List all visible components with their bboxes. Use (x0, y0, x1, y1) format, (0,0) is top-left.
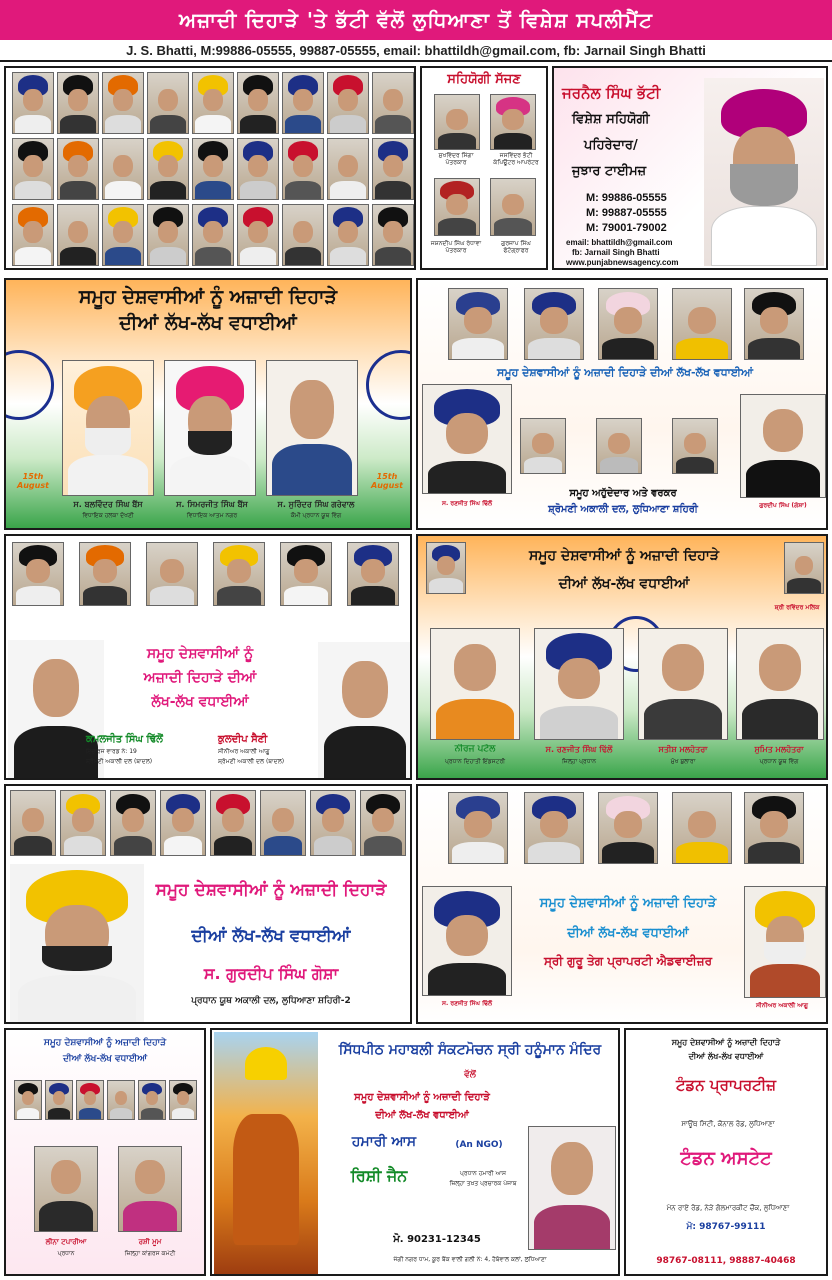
ad5-heading-2: ਦੀਆਂ ਲੱਖ-ਲੱਖ ਵਧਾਈਆਂ (191, 926, 351, 946)
ad7-top-portrait (107, 1080, 135, 1120)
grid-portrait (282, 72, 324, 134)
grid-portrait (102, 204, 144, 266)
ad2-photo-6 (520, 418, 566, 474)
sahyogi-photo-3 (434, 178, 480, 236)
grid-portrait (147, 138, 189, 200)
ad1-badge-left: 15th August (17, 472, 49, 490)
ad8-org-tag: (An NGO) (455, 1140, 503, 1150)
ad6-heading-1: ਸਮੂਹ ਦੇਸ਼ਵਾਸੀਆਂ ਨੂੰ ਅਜ਼ਾਦੀ ਦਿਹਾੜੇ (539, 896, 717, 911)
ad2-photo-2 (524, 288, 584, 360)
ad7-heading-1: ਸਮੂਹ ਦੇਸ਼ਵਾਸੀਆਂ ਨੂੰ ਅਜ਼ਾਦੀ ਦਿਹਾੜੇ (43, 1038, 167, 1048)
ad4-name-4: ਸੁਮਿਤ ਮਲਹੋਤਰਾ (754, 745, 804, 754)
ad-tandon-properties (624, 1028, 828, 1276)
ad7-top-portrait (45, 1080, 73, 1120)
ad6-left-caption: ਸ. ਰਣਜੀਤ ਸਿੰਘ ਢਿੱਲੋਂ (441, 1000, 493, 1007)
ad9-address-1: ਸਾਊਥ ਸਿਟੀ, ਕੈਨਾਲ ਰੋਡ, ਲੁਧਿਆਣਾ (681, 1120, 775, 1128)
profile-line3: ਜੁਝਾਰ ਟਾਈਮਜ਼ (572, 164, 647, 179)
ad4-heading-2: ਦੀਆਂ ਲੱਖ-ਲੱਖ ਵਧਾਈਆਂ (558, 576, 690, 592)
ad7-person2-name: ਰਸ਼ੀ ਮੂਮ (138, 1238, 162, 1246)
ad-neeraj-patel (416, 534, 828, 780)
ad3-heading-3: ਲੱਖ-ਲੱਖ ਵਧਾਈਆਂ (151, 694, 249, 710)
ad4-role-3: ਮੁੱਖ ਬੁਲਾਰਾ (670, 758, 696, 765)
ad3-person2-name: ਕੁਲਦੀਪ ਸੈਣੀ (218, 734, 268, 745)
ad1-photo-3 (266, 360, 358, 496)
grid-portrait (192, 72, 234, 134)
profile-fb: fb: Jarnail Singh Bhatti (572, 248, 660, 257)
ad8-heading-2: ਦੀਆਂ ਲੱਖ-ਲੱਖ ਵਧਾਈਆਂ (375, 1110, 469, 1121)
ad9-heading-2: ਦੀਆਂ ਲੱਖ-ਲੱਖ ਵਧਾਈਆਂ (688, 1052, 764, 1061)
ad3-photo-right (318, 642, 412, 778)
ad4-heading-1: ਸਮੂਹ ਦੇਸ਼ਵਾਸੀਆਂ ਨੂੰ ਅਜ਼ਾਦੀ ਦਿਹਾੜੇ (528, 548, 720, 564)
ad2-heading: ਸਮੂਹ ਦੇਸ਼ਵਾਸੀਆਂ ਨੂੰ ਅਜ਼ਾਦੀ ਦਿਹਾੜੇ ਦੀਆਂ ਲੱਖ-ਲੱਖ ਵਧਾਈਆਂ (497, 366, 753, 379)
grid-portrait (12, 72, 54, 134)
ad5-top-portrait (210, 790, 256, 856)
ad-congress-women (4, 1028, 206, 1276)
ad4-photo-1 (430, 628, 520, 740)
ad3-top-portrait (79, 542, 131, 606)
ad7-person1-role: ਪ੍ਰਧਾਨ (57, 1250, 75, 1257)
ad1-role-1: ਵਿਧਾਇਕ ਹਲਕਾ ਦੱਖਣੀ (82, 512, 134, 519)
sahyogi-heading: ਸਹਿਯੋਗੀ ਸੱਜਣ (447, 72, 521, 87)
ad6-business: ਸ੍ਰੀ ਗੁਰੂ ਤੇਗ ਪ੍ਰਾਪਰਟੀ ਐਡਵਾਈਜ਼ਰ (543, 954, 713, 968)
ad1-photo-2 (164, 360, 256, 496)
ad8-heading-1: ਸਮੂਹ ਦੇਸ਼ਵਾਸੀਆਂ ਨੂੰ ਅਜ਼ਾਦੀ ਦਿਹਾੜੇ (354, 1092, 490, 1103)
ad1-name-1: ਸ. ਬਲਵਿੰਦਰ ਸਿੰਘ ਬੈਂਸ (73, 500, 143, 509)
ad5-heading-1: ਸਮੂਹ ਦੇਸ਼ਵਾਸੀਆਂ ਨੂੰ ਅਜ਼ਾਦੀ ਦਿਹਾੜੇ (155, 880, 387, 900)
ad-akali-urban (416, 278, 828, 530)
ad4-name-3: ਸਤੀਸ਼ ਮਲਹੋਤਰਾ (658, 745, 708, 754)
ad7-heading-2: ਦੀਆਂ ਲੱਖ-ਲੱਖ ਵਧਾਈਆਂ (62, 1054, 148, 1064)
grid-portrait (57, 138, 99, 200)
ad6-photo-left (422, 886, 512, 996)
ad3-top-portrait (146, 542, 198, 606)
ad9-phone-2: 98767-08111, 98887-40468 (656, 1256, 796, 1266)
sahyogi-panel (420, 66, 548, 270)
ad4-photo-3 (638, 628, 728, 740)
ad2-photo-4 (672, 288, 732, 360)
ad9-business-1: ਟੰਡਨ ਪ੍ਰਾਪਰਟੀਜ਼ (675, 1076, 777, 1094)
ad7-top-portrait (169, 1080, 197, 1120)
ad4-name-2: ਸ. ਰਣਜੀਤ ਸਿੰਘ ਢਿੱਲੋਂ (545, 745, 613, 754)
ad7-top-portrait (138, 1080, 166, 1120)
profile-line1: ਵਿਸ਼ੇਸ਼ ਸਹਿਯੋਗੀ (572, 112, 650, 127)
ad8-phone: ਮੋ. 90231-12345 (393, 1234, 481, 1245)
ad5-top-portrait (10, 790, 56, 856)
ad8-org: ਹਮਾਰੀ ਆਸ (351, 1134, 417, 1150)
ad-gosha (4, 784, 412, 1024)
ad4-role-1: ਪ੍ਰਧਾਨ ਦਿਹਾਤੀ ਇੰਡਸਟਰੀ (444, 758, 506, 765)
contact-text: J. S. Bhatti, M:99886-05555, 99887-05555, email: bhattildh@gmail.com, fb: Jarnail Singh Bhatti (126, 42, 706, 58)
sahyogi-role-3: ਪੱਤਰਕਾਰ (445, 247, 467, 254)
ad7-top-portrait (14, 1080, 42, 1120)
grid-portrait (327, 138, 369, 200)
grid-portrait (237, 138, 279, 200)
profile-name: ਜਰਨੈਲ ਸਿੰਘ ਭੱਟੀ (562, 84, 661, 102)
ad1-role-2: ਵਿਧਾਇਕ ਆਤਮ ਨਗਰ (186, 512, 238, 519)
ad8-temple-image (214, 1032, 318, 1274)
ad7-person2-role: ਜ਼ਿਲ੍ਹਾ ਕਾਂਗਰਸ ਕਮੇਟੀ (124, 1250, 176, 1257)
ad3-heading-2: ਅਜ਼ਾਦੀ ਦਿਹਾੜੇ ਦੀਆਂ (143, 670, 257, 686)
ad6-photo-2 (524, 792, 584, 864)
ad3-top-portrait (12, 542, 64, 606)
ad-dhillon-saini (4, 534, 412, 780)
ad1-heading-1: ਸਮੂਹ ਦੇਸ਼ਵਾਸੀਆਂ ਨੂੰ ਅਜ਼ਾਦੀ ਦਿਹਾੜੇ (79, 286, 337, 308)
ad6-heading-2: ਦੀਆਂ ਲੱਖ-ਲੱਖ ਵਧਾਈਆਂ (567, 926, 689, 941)
ad9-phone-1: ਮੋ: 98767-99111 (686, 1222, 766, 1232)
ad2-photo-5 (744, 288, 804, 360)
ad1-badge-right: 15th August (371, 472, 403, 490)
ashoka-chakra-icon (366, 350, 412, 420)
profile-phone1: M: 99886-05555 (586, 192, 667, 204)
ad7-person1-name: ਲੀਨਾ ਟਪਾਰੀਆ (45, 1238, 87, 1246)
ad6-photo-4 (672, 792, 732, 864)
ad2-photo-7 (596, 418, 642, 474)
ad3-top-portrait (213, 542, 265, 606)
ad-hanuman-mandir (210, 1028, 620, 1276)
sahyogi-photo-1 (434, 94, 480, 150)
grid-portrait (147, 204, 189, 266)
ad3-top-portrait (280, 542, 332, 606)
grid-portrait (102, 138, 144, 200)
ad1-name-2: ਸ. ਸਿਮਰਜੀਤ ਸਿੰਘ ਬੈਂਸ (176, 500, 248, 509)
sahyogi-role-1: ਪੱਤਰਕਾਰ (445, 159, 467, 166)
profile-phone2: M: 99887-05555 (586, 207, 667, 219)
ad1-photo-1 (62, 360, 154, 496)
header-banner (0, 0, 832, 40)
ad5-role: ਪ੍ਰਧਾਨ ਯੂਥ ਅਕਾਲੀ ਦਲ, ਲੁਧਿਆਣਾ ਸ਼ਹਿਰੀ-2 (191, 996, 351, 1006)
sahyogi-photo-4 (490, 178, 536, 236)
grid-portrait (102, 72, 144, 134)
ad2-photo-8 (672, 418, 718, 474)
ad9-address-2: ਮੇਨ ਰਾਏ ਰੋਡ, ਨੇੜੇ ਗੋਲਮਾਰਕੀਟ ਚੌਂਕ, ਲੁਧਿਆਣਾ (666, 1204, 790, 1212)
ad2-photo-big-right (740, 394, 826, 498)
ad8-photo (528, 1126, 616, 1250)
ad3-person1-name: ਕਮਲਜੀਤ ਸਿੰਘ ਢਿੱਲੋਂ (86, 734, 163, 745)
grid-portrait (282, 204, 324, 266)
photo-grid-panel (4, 66, 416, 270)
grid-portrait (12, 204, 54, 266)
ad3-person2-party: ਸ਼੍ਰੋਮਣੀ ਅਕਾਲੀ ਦਲ (ਬਾਦਲ) (218, 758, 285, 765)
grid-portrait (237, 204, 279, 266)
grid-portrait (57, 204, 99, 266)
ad8-by: ਵੱਲੋਂ (464, 1070, 476, 1080)
grid-portrait (237, 72, 279, 134)
ad3-person1-party: ਸ਼੍ਰੋਮਣੀ ਅਕਾਲੀ ਦਲ (ਬਾਦਲ) (86, 758, 153, 765)
sahyogi-role-4: ਫੋਟੋਗ੍ਰਾਫਰ (503, 247, 529, 254)
grid-portrait (372, 204, 414, 266)
ad5-top-portrait (60, 790, 106, 856)
ad4-role-2: ਜ਼ਿਲ੍ਹਾ ਪ੍ਰਧਾਨ (561, 758, 597, 765)
profile-web: www.punjabnewsagency.com (566, 258, 679, 267)
ad4-photo-4 (736, 628, 824, 740)
ad2-sub1: ਸਮੂਹ ਅਹੁੱਦੇਦਾਰ ਅਤੇ ਵਰਕਰ (569, 488, 677, 499)
ad2-sub2: ਸ਼੍ਰੋਮਣੀ ਅਕਾਲੀ ਦਲ, ਲੁਧਿਆਣਾ ਸ਼ਹਿਰੀ (548, 504, 698, 515)
ad4-photo-2 (534, 628, 624, 740)
grid-portrait (12, 138, 54, 200)
ad5-top-portrait (110, 790, 156, 856)
ad2-right-caption: ਗੁਰਦੀਪ ਸਿੰਘ (ਗੋਸ਼ਾ) (759, 502, 807, 509)
sahyogi-name-4: ਗੁਰਜਾਪ ਸਿੰਘ (501, 240, 531, 247)
ad5-photo-main (10, 864, 144, 1022)
ad3-person1-role: ਇੰਚਾਰਜ ਵਾਰਡ ਨੰ: 19 (86, 748, 137, 755)
ad-guru-tegh-property (416, 784, 828, 1024)
ad4-photo-top-right (784, 542, 824, 594)
ad7-photo-1 (34, 1146, 98, 1232)
ad6-photo-1 (448, 792, 508, 864)
ad5-name: ਸ. ਗੁਰਦੀਪ ਸਿੰਘ ਗੋਸ਼ਾ (203, 964, 339, 983)
ad2-photo-3 (598, 288, 658, 360)
ad5-top-portrait (260, 790, 306, 856)
ad8-role-1: ਪ੍ਰਧਾਨ ਹਮਾਰੀ ਆਸ (459, 1170, 507, 1177)
ad7-top-portrait (76, 1080, 104, 1120)
sahyogi-name-3: ਜਸ਼ਨਦੀਪ ਸਿੰਘ ਰੰਧਾਵਾ (430, 240, 482, 247)
ad6-photo-3 (598, 792, 658, 864)
ad8-address: ਜੰਗੀ ਨਗਰ ਧਾਮ, ਕੂਰ ਬੈਂਕ ਵਾਲੀ ਗਲੀ ਨੰ: 4, ਹੈਬੋਵਾਲ ਕਲਾਂ, ਲੁਧਿਆਣਾ (393, 1256, 547, 1263)
ad8-title: ਸਿੱਧਪੀਠ ਮਹਾਬਲੀ ਸੰਕਟਮੋਚਨ ਸ੍ਰੀ ਹਨੂੰਮਾਨ ਮੰਦਿਰ (338, 1042, 602, 1058)
grid-portrait (327, 72, 369, 134)
grid-portrait (147, 72, 189, 134)
page-title: ਅਜ਼ਾਦੀ ਦਿਹਾੜੇ 'ਤੇ ਭੱਟੀ ਵੱਲੋਂ ਲੁਧਿਆਣਾ ਤੋਂ ਵਿਸ਼ੇਸ਼ ਸਪਲੀਮੈਂਟ (179, 8, 653, 32)
ad6-right-caption: ਸੀਨੀਅਰ ਅਕਾਲੀ ਆਗੂ (756, 1002, 808, 1009)
ad1-role-3: ਕੌਮੀ ਪ੍ਰਧਾਨ ਯੂਥ ਵਿੰਗ (290, 512, 342, 519)
profile-phone3: M: 79001-79002 (586, 222, 667, 234)
sahyogi-name-1: ਸੁਖਵਿੰਦਰ ਸਿੰਗਾ (438, 152, 474, 159)
ad7-photo-2 (118, 1146, 182, 1232)
grid-portrait (372, 72, 414, 134)
ad1-name-3: ਸ. ਸੁਰਿੰਦਰ ਸਿੰਘ ਗਰੇਵਾਲ (277, 500, 355, 509)
ad8-name: ਰਿਸ਼ੀ ਜੈਨ (350, 1166, 408, 1185)
ad5-top-portrait (360, 790, 406, 856)
ad5-top-portrait (310, 790, 356, 856)
ad6-photo-5 (744, 792, 804, 864)
grid-portrait (192, 204, 234, 266)
contact-line (0, 40, 832, 62)
ad-bains (4, 278, 412, 530)
ad4-photo-top-left (426, 542, 466, 594)
grid-portrait (327, 204, 369, 266)
grid-portrait (192, 138, 234, 200)
ad2-photo-1 (448, 288, 508, 360)
sahyogi-role-2: ਕੰਪਿਊਟਰ ਆਪਰੇਟਰ (493, 159, 539, 166)
ad4-top-right-name: ਸ਼੍ਰੀ ਰਵਿੰਦਰ ਮਲਿਕ (774, 604, 820, 611)
ad8-role-2: ਜ਼ਿਲ੍ਹਾ ਤਖ਼ਤ ਪ੍ਰਚਾਰਕ ਪੰਜਾਬ (449, 1180, 517, 1187)
ad1-heading-2: ਦੀਆਂ ਲੱਖ-ਲੱਖ ਵਧਾਈਆਂ (119, 312, 297, 334)
sahyogi-photo-2 (490, 94, 536, 150)
ad6-photo-right (744, 886, 826, 998)
ad2-left-caption: ਸ. ਰਣਜੀਤ ਸਿੰਘ ਢਿੱਲੋਂ (441, 500, 493, 507)
sahyogi-name-2: ਜਸਵਿੰਦਰ ਭੱਟੀ (499, 152, 533, 159)
profile-email: email: bhattildh@gmail.com (566, 238, 673, 247)
grid-portrait (57, 72, 99, 134)
profile-line2: ਪਹਿਰੇਦਾਰ/ (584, 138, 638, 153)
grid-portrait (282, 138, 324, 200)
ad3-top-portrait (347, 542, 399, 606)
grid-portrait (372, 138, 414, 200)
ad9-heading-1: ਸਮੂਹ ਦੇਸ਼ਵਾਸੀਆਂ ਨੂੰ ਅਜ਼ਾਦੀ ਦਿਹਾੜੇ (671, 1038, 781, 1047)
ad9-business-2: ਟੰਡਨ ਅਸਟੇਟ (680, 1148, 772, 1169)
ad3-person2-role: ਸੀਨੀਅਰ ਅਕਾਲੀ ਆਗੂ (218, 748, 270, 755)
profile-panel (552, 66, 828, 270)
ad4-role-4: ਪ੍ਰਧਾਨ ਯੂਥ ਵਿੰਗ (759, 758, 799, 765)
profile-photo (704, 78, 824, 266)
ad2-photo-big-left (422, 384, 512, 494)
ashoka-chakra-icon (4, 350, 54, 420)
ad3-heading-1: ਸਮੂਹ ਦੇਸ਼ਵਾਸੀਆਂ ਨੂੰ (146, 646, 254, 662)
ad5-top-portrait (160, 790, 206, 856)
ad4-name-1: ਨੀਰਜ ਪਟੇਲ (454, 744, 496, 754)
